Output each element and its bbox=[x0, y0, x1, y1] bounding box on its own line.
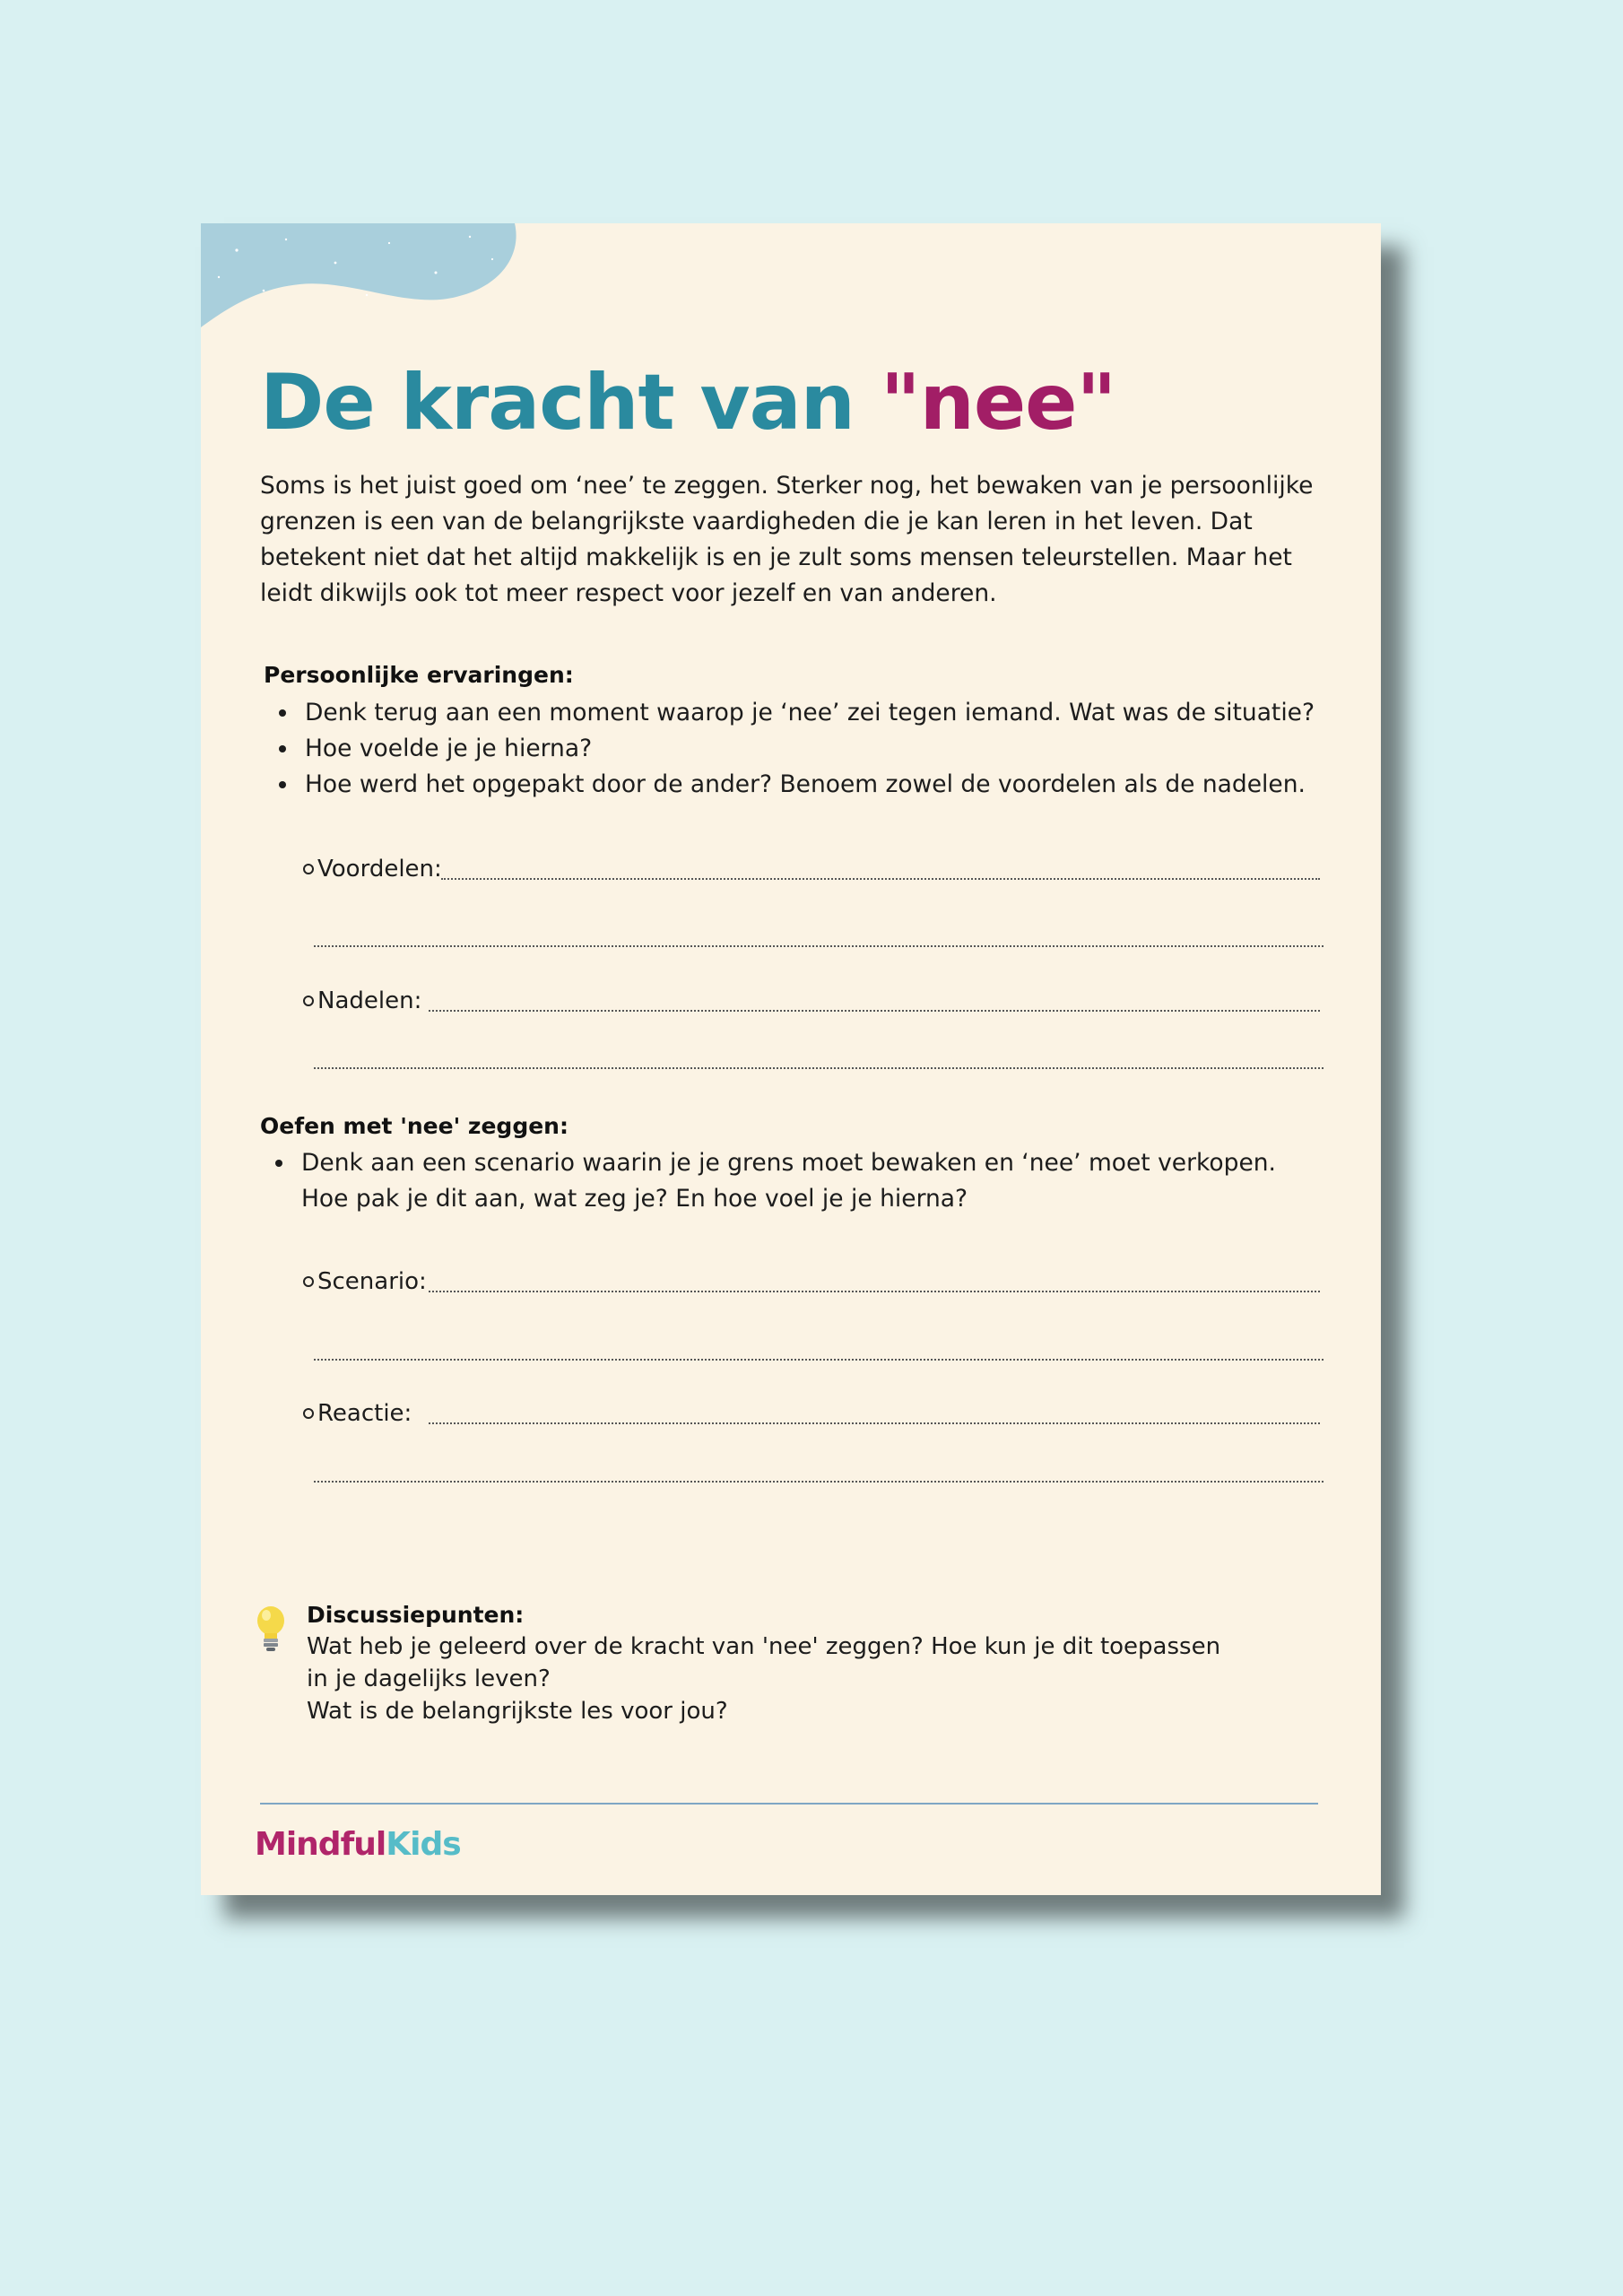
write-line[interactable] bbox=[314, 1481, 1324, 1483]
write-line[interactable] bbox=[314, 1359, 1324, 1361]
title-accent: "nee" bbox=[880, 358, 1116, 448]
worksheet-page bbox=[201, 223, 1381, 1895]
hollow-bullet-icon bbox=[303, 1408, 314, 1419]
intro-paragraph: Soms is het juist goed om ‘nee’ te zeggen. Sterker nog, het bewaken van je persoonlijke grenzen is een van de belangrijkste vaardigheden die je kan leren in het leven. Dat betekent niet dat het altijd makkelijk is en je zult soms mensen teleurstellen. Maar het leidt dikwijls ook tot meer respect voor jezelf en van anderen. bbox=[260, 472, 1314, 607]
title-main: De kracht van bbox=[260, 358, 881, 448]
write-line[interactable] bbox=[314, 1067, 1324, 1069]
discussion-line: Wat is de belangrijkste les voor jou? bbox=[307, 1698, 728, 1725]
section-heading-oefen: Oefen met 'nee' zeggen: bbox=[260, 1113, 568, 1139]
write-line[interactable] bbox=[429, 1422, 1320, 1424]
field-label: Reactie: bbox=[317, 1400, 412, 1427]
experience-bullet-list bbox=[264, 695, 1322, 803]
decorative-blob bbox=[201, 223, 524, 331]
field-label: Voordelen: bbox=[317, 856, 442, 883]
scenario-field bbox=[303, 1264, 1320, 1300]
discussion-line: Wat heb je geleerd over de kracht van 'nee' zeggen? Hoe kun je dit toepassen bbox=[307, 1633, 1221, 1660]
list-item: Denk terug aan een moment waarop je ‘nee’ zei tegen iemand. Wat was de situatie? bbox=[264, 695, 1322, 731]
list-item: Hoe werd het opgepakt door de ander? Benoem zowel de voordelen als de nadelen. bbox=[264, 767, 1322, 803]
write-line[interactable] bbox=[441, 878, 1320, 880]
footer-divider bbox=[260, 1803, 1318, 1805]
lightbulb-icon bbox=[253, 1604, 289, 1654]
discussion-text bbox=[307, 1631, 1275, 1727]
reactie-field bbox=[303, 1396, 1320, 1431]
field-label: Nadelen: bbox=[317, 987, 422, 1014]
section-heading-persoonlijke-ervaringen: Persoonlijke ervaringen: bbox=[264, 662, 574, 688]
discussion-box bbox=[253, 1600, 1275, 1744]
page-title bbox=[260, 358, 1115, 448]
mindfulkids-logo bbox=[255, 1825, 461, 1865]
logo-kids: Kids bbox=[386, 1826, 461, 1863]
write-line[interactable] bbox=[314, 945, 1324, 947]
write-line[interactable] bbox=[429, 1010, 1320, 1012]
list-item: Hoe voelde je je hierna? bbox=[264, 731, 1322, 767]
nadelen-field bbox=[303, 983, 1320, 1019]
hollow-bullet-icon bbox=[303, 1276, 314, 1287]
discussion-line: in je dagelijks leven? bbox=[307, 1665, 551, 1692]
voordelen-field bbox=[303, 851, 1320, 887]
field-label: Scenario: bbox=[317, 1268, 427, 1295]
discussion-heading: Discussiepunten: bbox=[307, 1602, 525, 1628]
practice-bullet-list bbox=[260, 1145, 1291, 1217]
list-item: Denk aan een scenario waarin je je grens moet bewaken en ‘nee’ moet verkopen. Hoe pak je dit aan, wat zeg je? En hoe voel je je hierna? bbox=[260, 1145, 1291, 1217]
write-line[interactable] bbox=[429, 1291, 1320, 1292]
logo-mindful: Mindful bbox=[255, 1826, 386, 1863]
hollow-bullet-icon bbox=[303, 996, 314, 1006]
hollow-bullet-icon bbox=[303, 864, 314, 874]
